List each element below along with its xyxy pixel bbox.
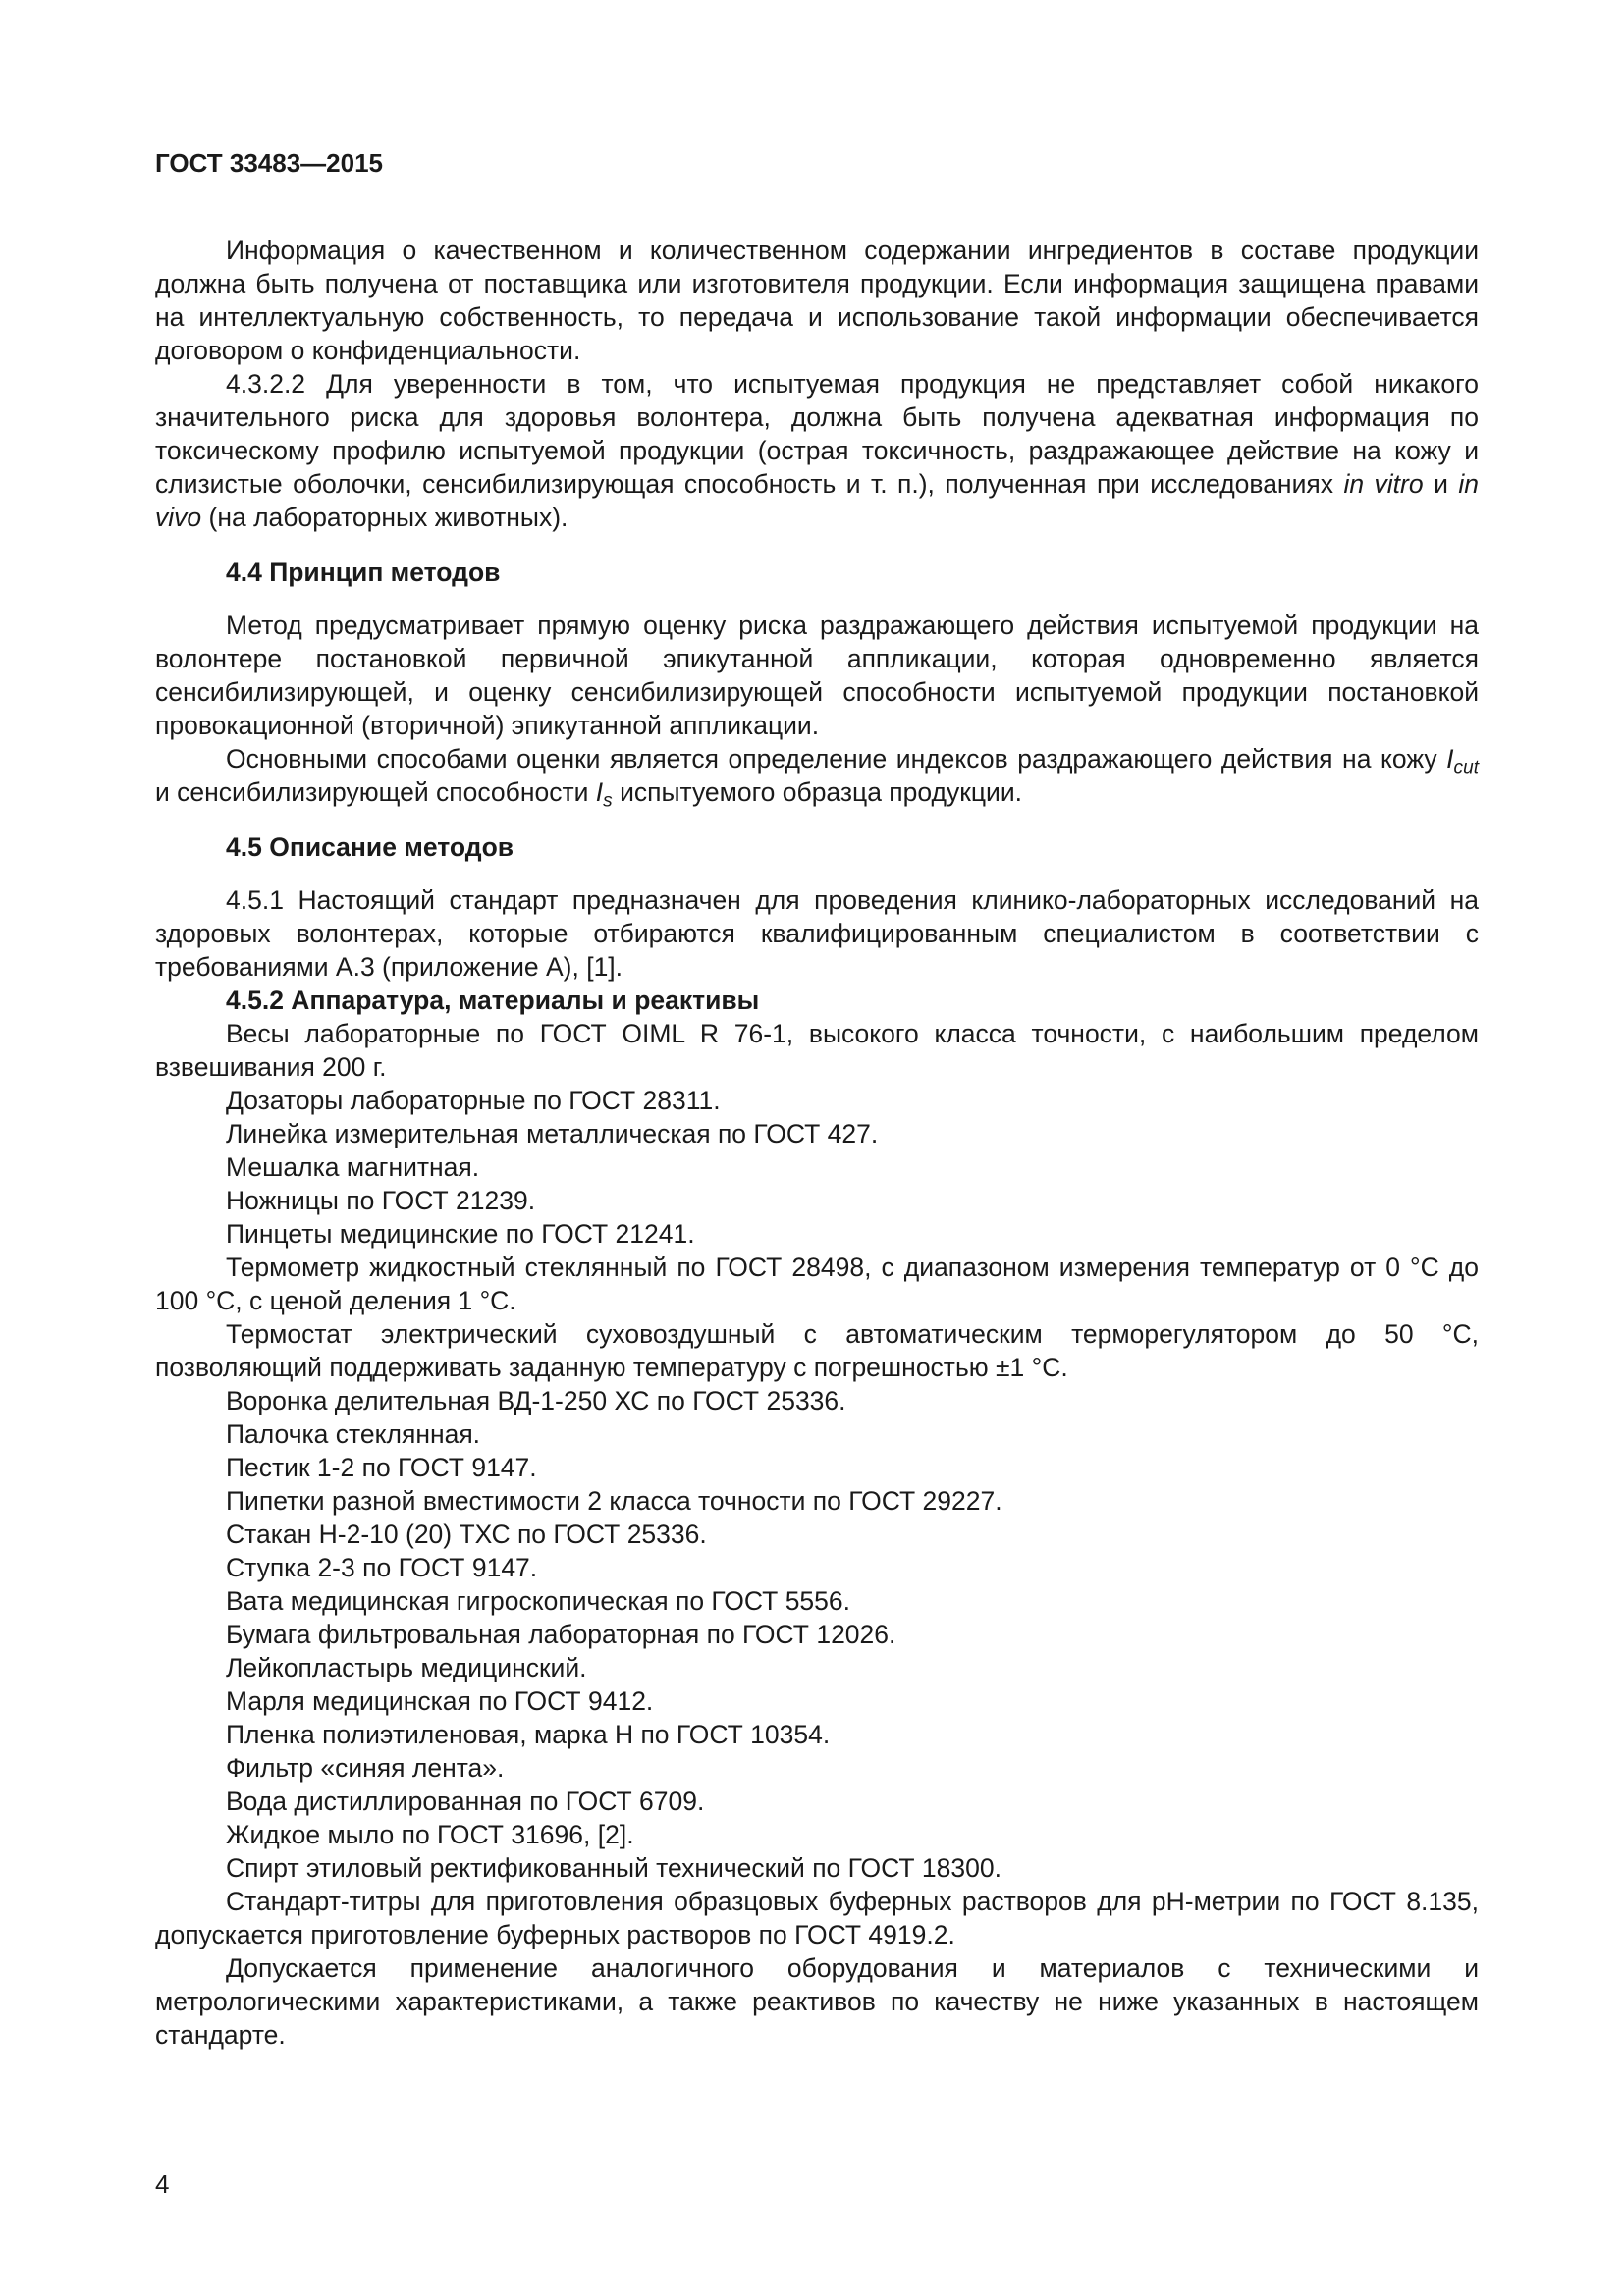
list-item: Линейка измерительная металлическая по ГОСТ 427. [226, 1119, 879, 1148]
assessment-text-start: Основными способами оценки является определение индексов раздражающего действия на кожу [226, 744, 1437, 774]
list-item: Спирт этиловый ректификованный технический по ГОСТ 18300. [226, 1853, 1001, 1883]
symbol-i-cut: $I_{cut}$ [1446, 744, 1479, 778]
list-item: Стандарт-титры для приготовления образцовых буферных растворов для рН-метрии по ГОСТ 8.135, допускается приготовление буферных растворов по ГОСТ 4919.2. [155, 1887, 1479, 1949]
term-in-vitro: in vitro [1343, 469, 1424, 499]
list-item: Пестик 1-2 по ГОСТ 9147. [226, 1453, 537, 1482]
list-item: Допускается применение аналогичного оборудования и материалов с техническими и метрологическими характеристиками, а также реактивов по качеству не ниже указанных в настоящем стандарте. [155, 1953, 1479, 2050]
list-item: Лейкопластырь медицинский. [226, 1653, 587, 1682]
paragraph-4-3-2-2-text: 4.3.2.2 Для уверенности в том, что испытуемая продукция не представляет собой никакого значительного риска для здоровья волонтера, должна быть получена адекватная информация по токсическому профилю испытуемой продукции (острая токсичность, раздражающее действие на кожу и слизистые оболочки, сенсибилизирующая способность и т. п.), полученная при исследованиях [155, 369, 1479, 499]
list-item: Воронка делительная ВД-1-250 ХС по ГОСТ 25336. [226, 1386, 846, 1415]
list-item: Термометр жидкостный стеклянный по ГОСТ 28498, с диапазоном измерения температур от 0 °С до 100 °С, с ценой деления 1 °С. [155, 1253, 1479, 1315]
paragraph-ingredients-info: Информация о качественном и количественном содержании ингредиентов в составе продукции должна быть получена от поставщика или изготовителя продукции. Если информация защищена правами на интеллектуальную собственность, то передача и использование такой информации обеспечивается договором о конфиденциальности. [155, 236, 1479, 365]
list-item: Вата медицинская гигроскопическая по ГОСТ 5556. [226, 1586, 851, 1616]
assessment-text-end: испытуемого образца продукции. [620, 777, 1022, 807]
document-header: ГОСТ 33483—2015 [155, 148, 383, 178]
paragraph-method-principle: Метод предусматривает прямую оценку риска раздражающего действия испытуемой продукции на волонтере постановкой первичной эпикутанной аппликации, которая одновременно является сенсибилизирующей, и оценку сенсибилизирующей способности испытуемой продукции постановкой провокационной (вторичной) эпикутанной аппликации. [155, 611, 1479, 740]
list-item: Весы лабораторные по ГОСТ OIML R 76-1, высокого класса точности, с наибольшим пределом взвешивания 200 г. [155, 1019, 1479, 1082]
list-item: Мешалка магнитная. [226, 1152, 480, 1182]
equipment-list [155, 1017, 1479, 2052]
list-item: Бумага фильтровальная лабораторная по ГОСТ 12026. [226, 1620, 896, 1649]
section-4-5-title: 4.5 Описание методов [226, 832, 514, 862]
paragraph-4-3-2-2-end: (на лабораторных животных). [208, 503, 568, 532]
list-item: Термостат электрический суховоздушный с автоматическим терморегулятором до 50 °С, позволяющий поддерживать заданную температуру с погрешностью ±1 °С. [155, 1319, 1479, 1382]
paragraph-4-5-1: 4.5.1 Настоящий стандарт предназначен для проведения клинико-лабораторных исследований на здоровых волонтерах, которые отбираются квалифицированным специалистом в соответствии с требованиями А.3 (приложение А), [1]. [155, 885, 1479, 982]
list-item: Пипетки разной вместимости 2 класса точности по ГОСТ 29227. [226, 1486, 1002, 1516]
conjunction-and: и [1434, 469, 1448, 499]
list-item: Жидкое мыло по ГОСТ 31696, [2]. [226, 1820, 634, 1849]
list-item: Ступка 2-3 по ГОСТ 9147. [226, 1553, 538, 1582]
assessment-text-mid: и сенсибилизирующей способности [155, 777, 589, 807]
symbol-i-s: $I_s$ [595, 777, 613, 812]
list-item: Палочка стеклянная. [226, 1419, 481, 1449]
list-item: Ножницы по ГОСТ 21239. [226, 1186, 536, 1215]
list-item: Вода дистиллированная по ГОСТ 6709. [226, 1787, 705, 1816]
paragraph-assessment-methods [155, 742, 1479, 812]
list-item: Стакан Н-2-10 (20) ТХС по ГОСТ 25336. [226, 1520, 707, 1549]
section-4-5-2-title: 4.5.2 Аппаратура, материалы и реактивы [226, 986, 760, 1015]
list-item: Фильтр «синяя лента». [226, 1753, 505, 1783]
list-item: Марля медицинская по ГОСТ 9412. [226, 1686, 654, 1716]
section-4-4-title: 4.4 Принцип методов [226, 558, 501, 587]
term-in-vivo: in vivo [155, 469, 1479, 532]
page-number: 4 [155, 2169, 170, 2199]
document-page [155, 147, 1479, 2052]
list-item: Пинцеты медицинские по ГОСТ 21241. [226, 1219, 695, 1249]
list-item: Дозаторы лабораторные по ГОСТ 28311. [226, 1086, 721, 1115]
list-item: Пленка полиэтиленовая, марка Н по ГОСТ 10354. [226, 1720, 831, 1749]
paragraph-4-3-2-2 [155, 367, 1479, 534]
